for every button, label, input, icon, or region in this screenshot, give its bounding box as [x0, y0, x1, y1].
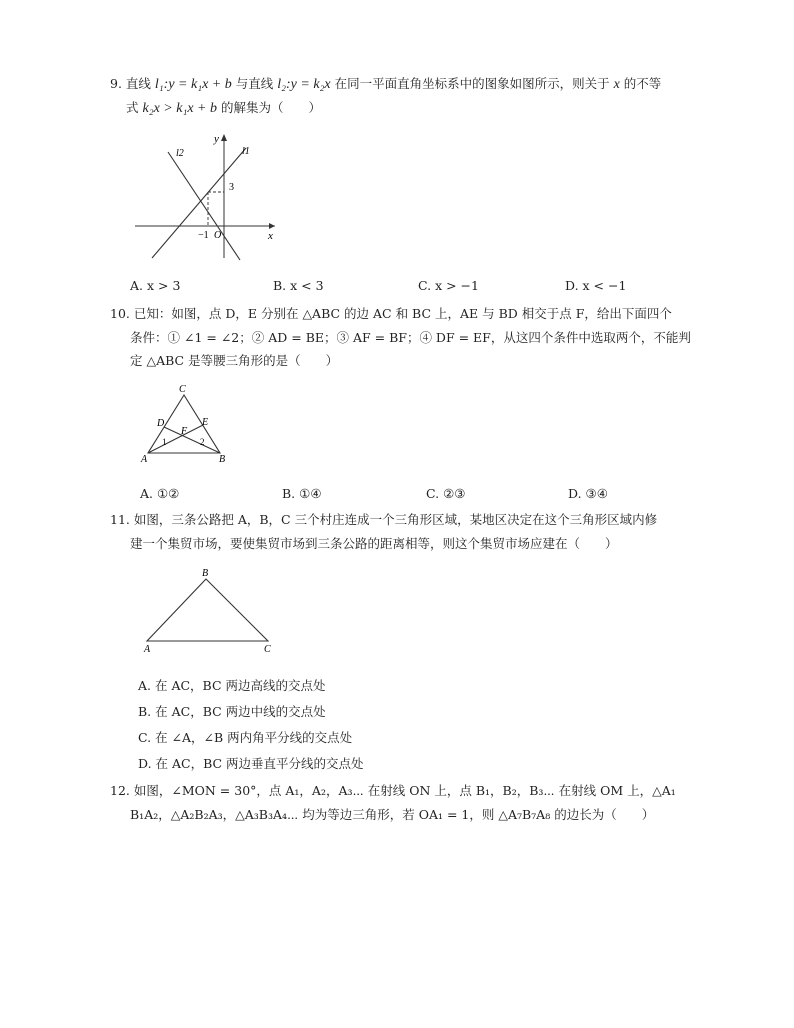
q10-option-d[interactable]: D. ③④: [568, 486, 608, 501]
q11-label-c: C: [264, 644, 271, 655]
q9-label-neg1: −1: [198, 230, 209, 241]
q9-origin-label: O: [214, 230, 222, 241]
q12-text-2: B₁A₂，△A₂B₂A₃，△A₃B₃A₄⋯ 均为等边三角形，若 OA₁ = 1，则 △A₇B₇A₈ 的边长为（ ）: [130, 807, 655, 822]
q9-text: 与直线: [235, 76, 274, 91]
q10-text-2: 条件：① ∠1 = ∠2；② AD = BE；③ AF = BF；④ DF = EF，从这四个条件中选取两个，不能判: [130, 330, 691, 345]
q9-option-d[interactable]: D. x < −1: [565, 278, 627, 293]
q9-text: 的不等: [623, 76, 662, 91]
q11-option-a[interactable]: A. 在 AC，BC 两边高线的交点处: [138, 678, 326, 693]
q10-option-c[interactable]: C. ②③: [426, 486, 466, 501]
q11-option-d[interactable]: D. 在 AC，BC 两边垂直平分线的交点处: [138, 756, 364, 771]
q10-label-b: B: [219, 454, 226, 465]
q11-text-1: 如图，三条公路把 A，B，C 三个村庄连成一个三角形区域，某地区决定在这个三角形区域内修: [133, 512, 658, 527]
q11-option-c[interactable]: C. 在 ∠A，∠B 两内角平分线的交点处: [138, 730, 353, 745]
q9-x-axis-label: x: [268, 230, 273, 242]
q10-label-c: C: [179, 384, 186, 395]
q11-option-b[interactable]: B. 在 AC，BC 两边中线的交点处: [138, 704, 326, 719]
q10-label-d: D: [157, 418, 165, 429]
q9-formula-l1: l₁:y = k₁x + b: [154, 77, 232, 92]
q9-line1: [110, 75, 661, 94]
q10-label-2: 2: [200, 437, 205, 447]
q11-line1: [110, 511, 657, 529]
q9-option-b[interactable]: B. x < 3: [273, 278, 324, 293]
q10-option-a[interactable]: A. ①②: [140, 486, 180, 501]
q10-text-3: 定 △ABC 是等腰三角形的是（ ）: [130, 353, 339, 368]
q9-text: 式: [126, 100, 139, 115]
q10-text-1: 已知：如图，点 D，E 分别在 △ABC 的边 AC 和 BC 上，AE 与 BD 相交于点 F，给出下面四个: [133, 306, 672, 321]
q9-text: 在同一平面直角坐标系中的图象如图所示，则关于: [334, 76, 610, 91]
q11-text-2: 建一个集贸市场，要使集贸市场到三条公路的距离相等，则这个集贸市场应建在（ ）: [130, 536, 618, 551]
q11-label-a: A: [144, 644, 151, 655]
q10-label-a: A: [141, 454, 148, 465]
q12-text-1: 如图，∠MON = 30°，点 A₁，A₂，A₃⋯ 在射线 ON 上，点 B₁，B₂，B₃⋯ 在射线 OM 上，△A₁: [133, 783, 676, 798]
q10-number: 10.: [110, 306, 130, 321]
q10-line1: [110, 305, 672, 323]
q11-triangle-figure: [140, 566, 280, 656]
q9-number: 9.: [110, 76, 122, 91]
q11-label-b: B: [202, 568, 209, 579]
q9-graph-figure: [130, 130, 280, 265]
q9-formula-l2: l₂:y = k₂x: [277, 77, 331, 92]
q9-y-axis-label: y: [214, 133, 219, 145]
q10-label-e: E: [202, 417, 209, 428]
q9-l2-label: l2: [176, 148, 184, 159]
q9-l1-label: l1: [242, 146, 250, 157]
q9-inequality: k₂x > k₁x + b: [142, 101, 217, 116]
q9-option-c[interactable]: C. x > −1: [418, 278, 479, 293]
q12-number: 12.: [110, 783, 130, 798]
q9-line2: [126, 99, 321, 118]
q10-triangle-figure: [140, 383, 235, 468]
q9-option-a[interactable]: A. x > 3: [130, 278, 181, 293]
q9-text: 直线: [125, 76, 151, 91]
q11-number: 11.: [110, 512, 130, 527]
q10-option-b[interactable]: B. ①④: [282, 486, 322, 501]
q9-label-3: 3: [229, 182, 234, 193]
q10-label-1: 1: [162, 437, 167, 447]
q10-label-f: F: [181, 426, 188, 437]
q12-line1: [110, 782, 676, 800]
q9-var-x: x: [613, 77, 620, 92]
q9-text: 的解集为（ ）: [220, 100, 321, 115]
